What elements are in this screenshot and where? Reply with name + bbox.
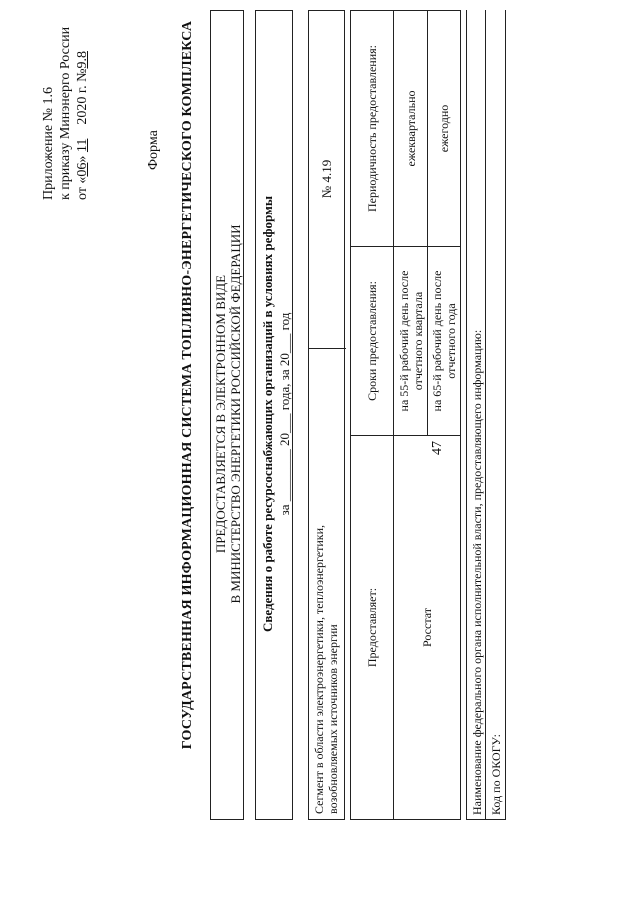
authority-label: Наименование федерального органа исполнительной власти, предоставляющего информацию: <box>470 329 484 815</box>
appendix-block <box>40 0 91 200</box>
header-deadline: Сроки предоставления: <box>350 246 394 436</box>
date-year: 2020 г. № <box>75 68 90 125</box>
date-mid: » <box>75 152 90 163</box>
header-provider: Предоставляет: <box>350 435 394 820</box>
gis-title: ГОСУДАРСТВЕННАЯ ИНФОРМАЦИОННАЯ СИСТЕМА ТОПЛИВНО-ЭНЕРГЕТИЧЕСКОГО КОМПЛЕКСА <box>180 20 195 750</box>
header-period: Периодичность предоставления: <box>350 10 394 247</box>
deadline-row-1: на 55-й рабочий день после отчетного квартала <box>393 246 428 436</box>
appendix-line-1: Приложение № 1.6 <box>41 87 56 200</box>
order-number: 9.8 <box>75 51 90 69</box>
forma-label: Форма <box>146 130 161 170</box>
okogu-label: Код по ОКОГУ: <box>489 734 503 815</box>
report-title: Сведения о работе ресурсоснабжающих организаций в условиях реформы <box>260 195 275 633</box>
report-period: за ________ 20___ года, за 20___ год <box>277 312 292 516</box>
footer-top-line <box>466 10 467 820</box>
submit-line-1: ПРЕДОСТАВЛЯЕТСЯ В ЭЛЕКТРОННОМ ВИДЕ <box>213 274 228 554</box>
deadline-row-2: на 65-й рабочий день после отчетного года <box>427 246 461 436</box>
report-box <box>255 10 293 820</box>
segment-box <box>308 10 345 820</box>
segment-text: Сегмент в области электроэнергетики, теплоэнергетики, возобновляемых источников энергии <box>312 524 340 814</box>
footer-mid-line <box>485 10 486 820</box>
provider-value: Росстат <box>393 435 461 820</box>
footer-bottom-line <box>505 10 506 820</box>
date-month: 11 <box>75 138 90 153</box>
submit-box <box>210 10 244 820</box>
footer-left-line <box>466 819 506 820</box>
period-row-2: ежегодно <box>427 10 461 247</box>
form-number: № 4.19 <box>319 159 334 199</box>
appendix-line-2: к приказу Минэнерго России <box>58 26 73 200</box>
page-number: 47 <box>430 441 445 455</box>
appendix-line-3 <box>74 0 91 200</box>
submit-line-2: В МИНИСТЕРСТВО ЭНЕРГЕТИКИ РОССИЙСКОЙ ФЕДЕРАЦИИ <box>228 224 243 604</box>
period-row-1: ежеквартально <box>393 10 428 247</box>
date-prefix: от « <box>75 176 90 200</box>
date-day: 06 <box>75 162 90 177</box>
